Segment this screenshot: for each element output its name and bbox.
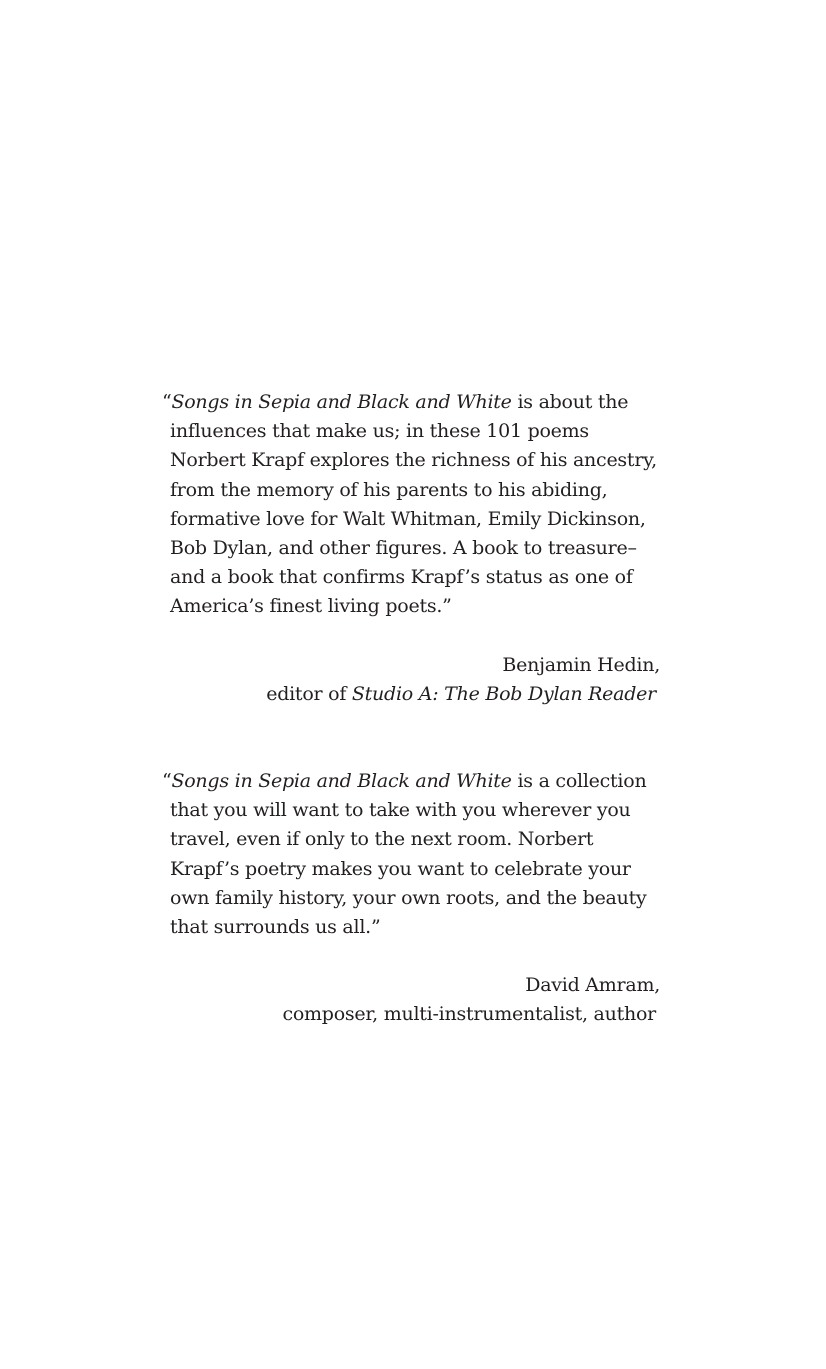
attribution-role-prefix: editor of (266, 682, 352, 705)
blurb-quote (162, 767, 662, 942)
blurb-hedin (162, 388, 662, 709)
attribution-role (162, 680, 660, 709)
open-quote-mark: “ (162, 391, 172, 413)
attribution-name: Benjamin Hedin, (502, 653, 660, 676)
blurb-attribution (162, 971, 662, 1029)
attribution-role: composer, multi-instrumentalist, author (282, 1003, 656, 1026)
open-quote-mark: “ (162, 770, 172, 792)
book-title: Songs in Sepia and Black and White (171, 770, 512, 792)
blurb-amram (162, 767, 662, 1030)
book-title: Songs in Sepia and Black and White (171, 391, 512, 413)
blurb-attribution (162, 651, 662, 709)
quote-text: is a collection that you will want to take with you wherever you travel, even if only to the next room. Norbert Krapf’s poetry makes you want to celebrate your own family history, your own roots, and the beauty that surrounds us all.” (170, 770, 647, 939)
blurb-quote (162, 388, 662, 622)
quote-text: is about the influences that make us; in these 101 poems Norbert Krapf explores the richness of his ancestry, from the memory of his parents to his abiding, formative love for Walt Whitman, Emily Dickinson, Bob Dylan, and other figures. A book to treasure–and a book that confirms Krapf’s status as one of America’s finest living poets.” (170, 391, 657, 618)
attribution-name: David Amram, (525, 974, 660, 997)
attribution-role-title: Studio A: The Bob Dylan Reader (351, 682, 656, 705)
